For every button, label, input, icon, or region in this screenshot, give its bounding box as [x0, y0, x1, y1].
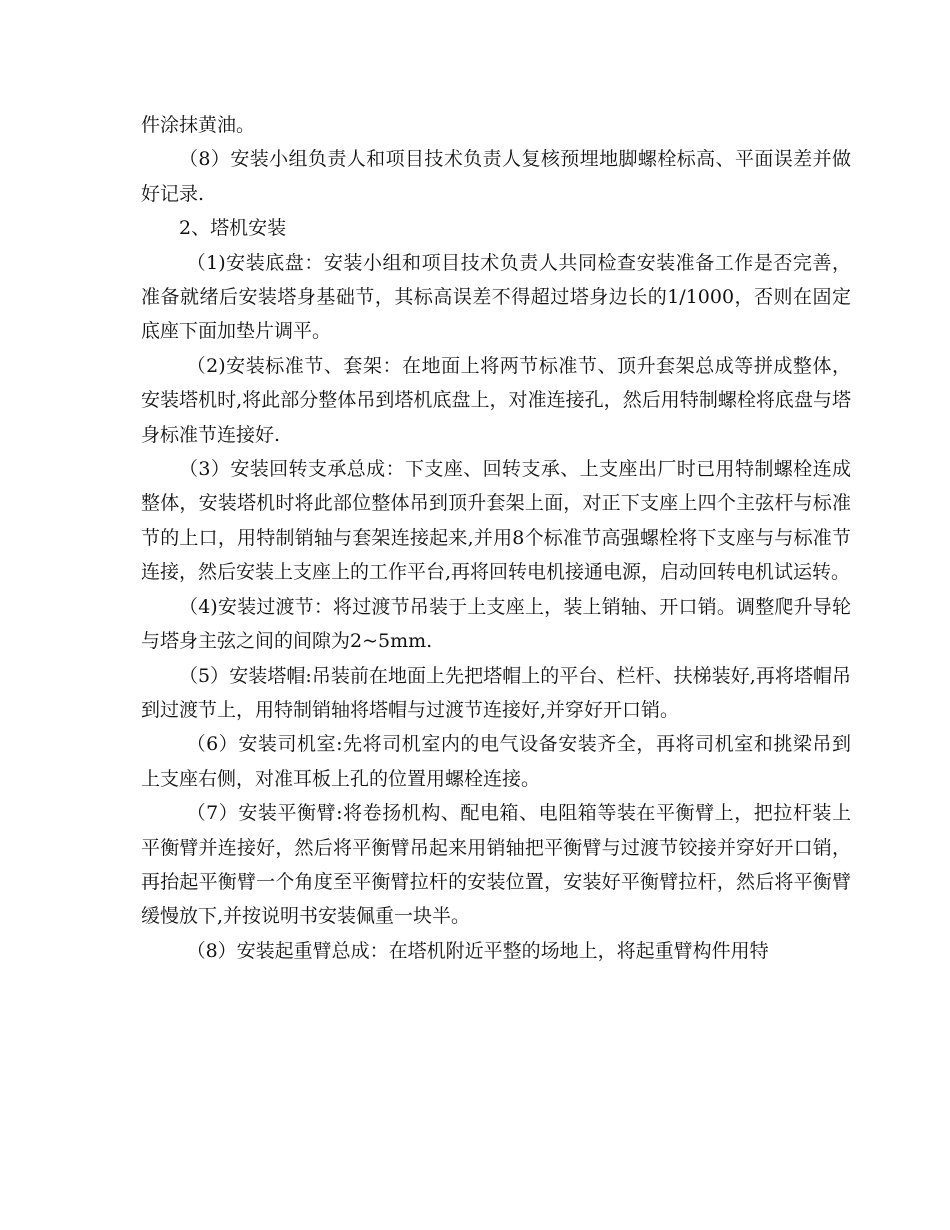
paragraph-item-5-tower-cap: （5）安装塔帽:吊装前在地面上先把塔帽上的平台、栏杆、扶梯装好,再将塔帽吊到过渡节上，用特制销轴将塔帽与过渡节连接好,并穿好开口销。 — [141, 664, 851, 721]
document-body — [141, 108, 851, 968]
paragraph-item-7-counter-jib: （7）安装平衡臂:将卷扬机构、配电箱、电阻箱等装在平衡臂上，把拉杆装上平衡臂并连接好，然后将平衡臂吊起来用销轴把平衡臂与过渡节铰接并穿好开口销，再抬起平衡臂一个角度至平衡臂拉杆的安装位置，安装好平衡臂拉杆，然后将平衡臂缓慢放下,并按说明书安装佩重一块半。 — [141, 802, 851, 928]
paragraph-item-6-cab: （6）安装司机室:先将司机室内的电气设备安装齐全，再将司机室和挑梁吊到上支座右侧，对准耳板上孔的位置用螺栓连接。 — [141, 733, 851, 790]
paragraph-item-2-standard-section: （2)安装标准节、套架：在地面上将两节标准节、顶升套架总成等拼成整体，安装塔机时,将此部分整体吊到塔机底盘上，对准连接孔，然后用特制螺栓将底盘与塔身标准节连接好. — [141, 354, 851, 446]
paragraph-continuation: 件涂抹黄油。 — [141, 114, 256, 136]
paragraph-item-3-slewing-bearing: （3）安装回转支承总成：下支座、回转支承、上支座出厂时已用特制螺栓连成整体，安装塔机时将此部位整体吊到顶升套架上面，对正下支座上四个主弦杆与标准节的上口，用特制销轴与套架连接起来,并用8个标准节高强螺栓将下支座与与标准节连接，然后安装上支座上的工作平台,再将回转电机接通电源，启动回转电机试运转。 — [141, 458, 851, 584]
paragraph-item-8-verification: （8）安装小组负责人和项目技术负责人复核预埋地脚螺栓标高、平面误差并做好记录. — [141, 148, 851, 205]
section-heading-tower-crane-installation: 2、塔机安装 — [179, 217, 287, 240]
paragraph-item-8-jib-assembly: （8）安装起重臂总成：在塔机附近平整的场地上，将起重臂构件用特 — [186, 939, 769, 962]
paragraph-item-1-base: （1)安装底盘：安装小组和项目技术负责人共同检查安装准备工作是否完善，准备就绪后安装塔身基础节，其标高误差不得超过塔身边长的1/1000，否则在固定底座下面加垫片调平。 — [141, 251, 851, 343]
paragraph-item-4-transition-section: （4)安装过渡节：将过渡节吊装于上支座上，装上销轴、开口销。调整爬升导轮与塔身主弦之间的间隙为2~5mm. — [141, 595, 851, 653]
